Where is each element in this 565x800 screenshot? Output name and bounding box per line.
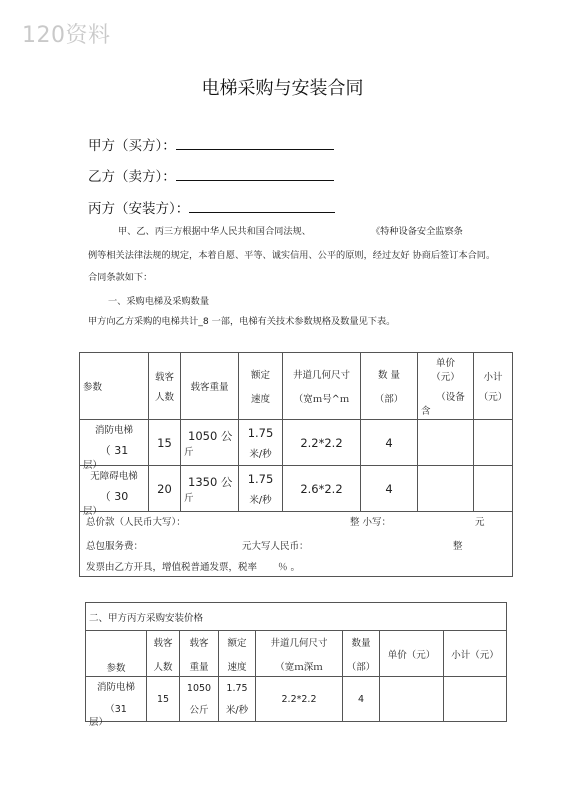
header-speed: 额定 速度 [239,353,283,420]
party-b-blank [176,168,334,181]
row-speed: 1.75 米/秒 [219,677,256,722]
row-qty: 4 [361,466,418,512]
row-price [418,466,474,512]
party-c-label: 丙方（安装方）： [88,201,190,217]
header-load: 载客 重量 [180,631,219,677]
service-fee-upper: 元大写人民币： [242,541,309,552]
header-capacity: 载客 人数 [149,353,181,420]
document-title: 电梯采购与安装合同 [201,78,364,99]
header-capacity: 载客 人数 [147,631,180,677]
intro-line-1a: 甲、乙、丙三方根据中华人民共和国合同法规、 [118,226,311,237]
header-price: 单价 （元） （设备 含 [418,353,474,420]
row-qty: 4 [361,420,418,466]
row-shaft: 2.2*2.2 [283,420,361,466]
intro-line-3: 合同条款如下： [88,272,153,283]
row-speed: 1.75 米/秒 [239,420,283,466]
section1-desc: 甲方向乙方采购的电梯共计_8 一部，电梯有关技术参数规格及数量见下表。 [88,316,396,327]
table-row [86,677,507,722]
header-param: 参数 [86,631,147,677]
party-c-blank [189,200,335,213]
row-capacity: 15 [147,677,180,722]
row-name-cell: 消防电梯 （31 层） [86,677,147,722]
table2-title-row [86,603,507,631]
row-load: 1050 公 斤 [181,420,239,466]
invoice-percent: ％ 。 [278,562,301,573]
row-capacity: 20 [149,466,181,512]
table-row [80,466,513,512]
installation-price-table [85,602,507,728]
row-shaft: 2.6*2.2 [283,466,361,512]
party-a-line [88,134,334,154]
header-speed: 额定 速度 [219,631,256,677]
summary-row [80,512,513,577]
intro-line-2: 例等相关法律法规的规定，本着自愿、平等、诚实信用、公平的原则，经过友好 协商后签订本合同。 [88,250,496,261]
header-price: 单价（元） [380,631,444,677]
header-qty: 数量 （部） [343,631,380,677]
row-load: 1050 公斤 [180,677,219,722]
watermark-logo: 120资料 [22,23,111,48]
table2-title: 二、甲方丙方采购安装价格 [86,603,507,631]
header-qty: 数 量 （部） [361,353,418,420]
party-a-label: 甲方（买方）： [88,138,176,154]
party-a-blank [176,137,334,150]
row-price [380,677,444,722]
row-shaft: 2.2*2.2 [256,677,343,722]
row-capacity: 15 [149,420,181,466]
row-subtotal [474,466,513,512]
header-shaft: 井道几何尺寸 （宽ｍ深ｍ [256,631,343,677]
table1-header-row [80,353,513,420]
elevator-spec-table [79,352,513,577]
header-subtotal: 小计 （元） [474,353,513,420]
total-lower-label: 整 小写： [350,517,392,528]
party-b-line [88,165,334,185]
table-row [80,420,513,466]
total-unit: 元 [475,517,485,528]
row-subtotal [444,677,507,722]
row-name-cell: 无障碍电梯 （ 30 层） [80,466,149,512]
summary-cell [80,512,513,577]
header-shaft: 井道几何尺寸 （宽ｍ号^ｍ [283,353,361,420]
intro-line-1b: 《特种设备安全监察条 [371,226,463,237]
row-qty: 4 [343,677,380,722]
row-price [418,420,474,466]
section1-heading: 一、采购电梯及采购数量 [108,296,210,307]
row-subtotal [474,420,513,466]
table2-header-row [86,631,507,677]
service-fee-end: 整 [453,541,463,552]
party-b-label: 乙方（卖方）： [88,169,176,185]
row-name-cell: 消防电梯 （ 31 层） [80,420,149,466]
party-c-line [88,197,335,217]
total-label: 总价款（人民币大写）： [86,517,186,528]
row-speed: 1.75 米/秒 [239,466,283,512]
invoice-note: 发票由乙方开具，增值税普通发票，税率 [86,562,258,573]
header-subtotal: 小计（元） [444,631,507,677]
header-load: 载客重量 [181,353,239,420]
row-load: 1350 公 斤 [181,466,239,512]
service-fee-label: 总包服务费： [86,541,144,552]
header-param: 参数 [80,353,149,420]
